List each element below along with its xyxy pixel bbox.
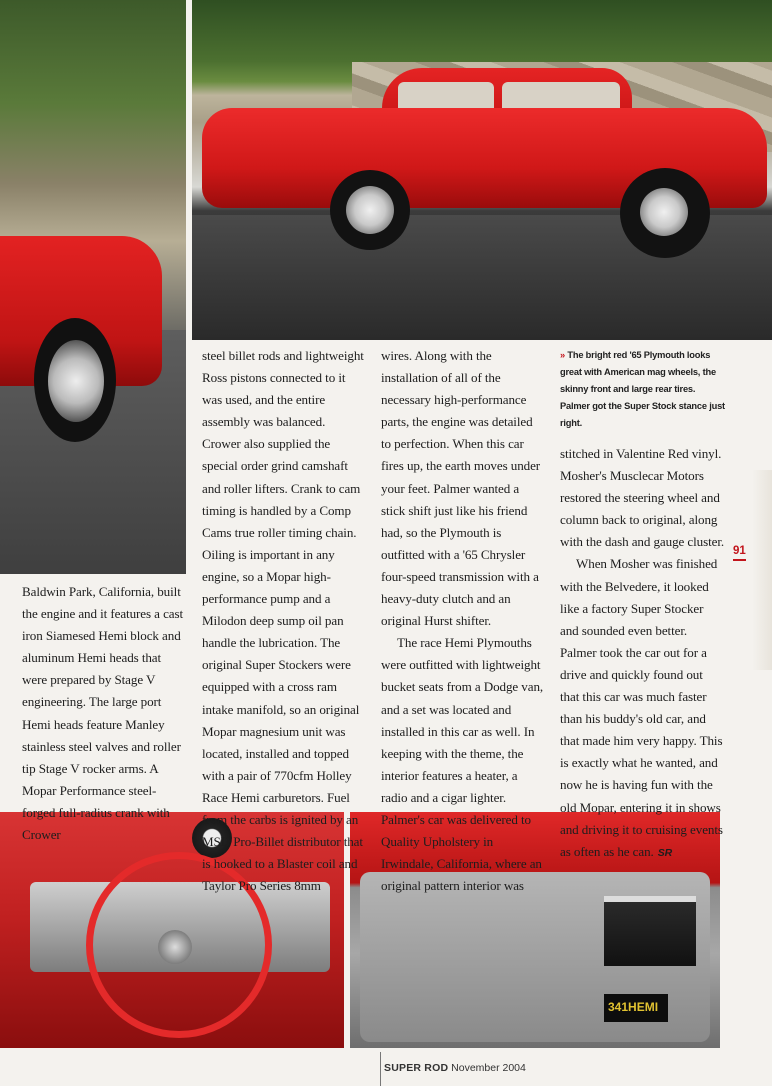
magazine-name: SUPER ROD	[384, 1062, 449, 1074]
issue-date: November 2004	[451, 1062, 526, 1074]
page-edge-bleed	[752, 470, 772, 670]
caption-text: The bright red '65 Plymouth looks great with American mag wheels, the skinny front and large rear tires. Palmer got the Super Stock stance just right.	[560, 350, 725, 428]
page-footer	[384, 1062, 526, 1074]
paragraph	[560, 553, 725, 863]
footer-divider	[380, 1052, 381, 1086]
paragraph: The race Hemi Plymouths were outfitted with lightweight bucket seats from a Dodge van, and a set was located and installed in this car as well. In keeping with the theme, the interior features a heater, a radio and a cigar lighter. Palmer's car was delivered to Quality Upholstery in Irwindale, California, where an original pattern interior was	[381, 635, 544, 894]
photo-exterior-left	[0, 0, 186, 574]
article-column-4	[560, 443, 725, 864]
paragraph: steel billet rods and lightweight Ross pistons connected to it was used, and the entire assembly was balanced. Crower also supplied the special order grind camshaft and roller lifters. Crank to cam timing is handled by a Comp Cams true roller timing chain. Oiling is important in any engine, so a Mopar high-performance pump and a Milodon deep sump oil pan handle the lubrication. The original Super Stockers were equipped with a cross ram intake manifold, so an original Mopar magnesium unit was located, installed and topped with a pair of 770cfm Holley Race Hemi carburetors. Fuel from the carbs is ignited by an MSD Pro-Billet distributor that is hooked to a Blaster coil and Taylor Pro Series 8mm	[202, 348, 364, 894]
article-column-2	[202, 345, 365, 897]
paragraph: wires. Along with the installation of all of the necessary high-performance parts, the engine was detailed to perfection. When this car fires up, the earth moves under your feet. Palmer wanted a stick shift just like his friend had, so the Plymouth is outfitted with a '65 Chrysler four-speed transmission with a heavy-duty clutch and an original Hurst shifter.	[381, 348, 541, 629]
car-rim	[48, 340, 104, 422]
article-column-3	[381, 345, 544, 897]
license-plate-text: 341HEMI	[608, 1000, 659, 1014]
front-wheel	[346, 186, 394, 234]
paragraph: stitched in Valentine Red vinyl. Mosher's Musclecar Motors restored the steering wheel and column back to original, along with the dash and gauge cluster.	[560, 446, 725, 550]
end-mark: SR	[657, 846, 673, 859]
photo-exterior-main	[192, 0, 772, 340]
battery	[604, 896, 696, 966]
photo-caption	[560, 347, 725, 432]
article-column-1	[22, 581, 189, 846]
page-number: 91	[733, 545, 746, 561]
paragraph: Baldwin Park, California, built the engine and it features a cast iron Siamesed Hemi block and aluminum Hemi heads that were prepared by Stage V engineering. The large port Hemi heads feature Manley stainless steel valves and roller tip Stage V rocker arms. A Mopar Performance steel-forged full-radius crank with Crower	[22, 584, 184, 843]
rear-wheel	[640, 188, 688, 236]
caption-arrow: »	[560, 350, 565, 360]
steering-hub	[158, 930, 192, 964]
paragraph-text: When Mosher was finished with the Belvedere, it looked like a factory Super Stocker and sounded even better. Palmer took the car out for a drive and quickly found out that this car was much faster than his buddy's old car, and that made him very happy. This is exactly what he wanted, and now he is having fun with the old Mopar, entering it in shows and driving it to cruising events as often as he can.	[560, 556, 723, 859]
